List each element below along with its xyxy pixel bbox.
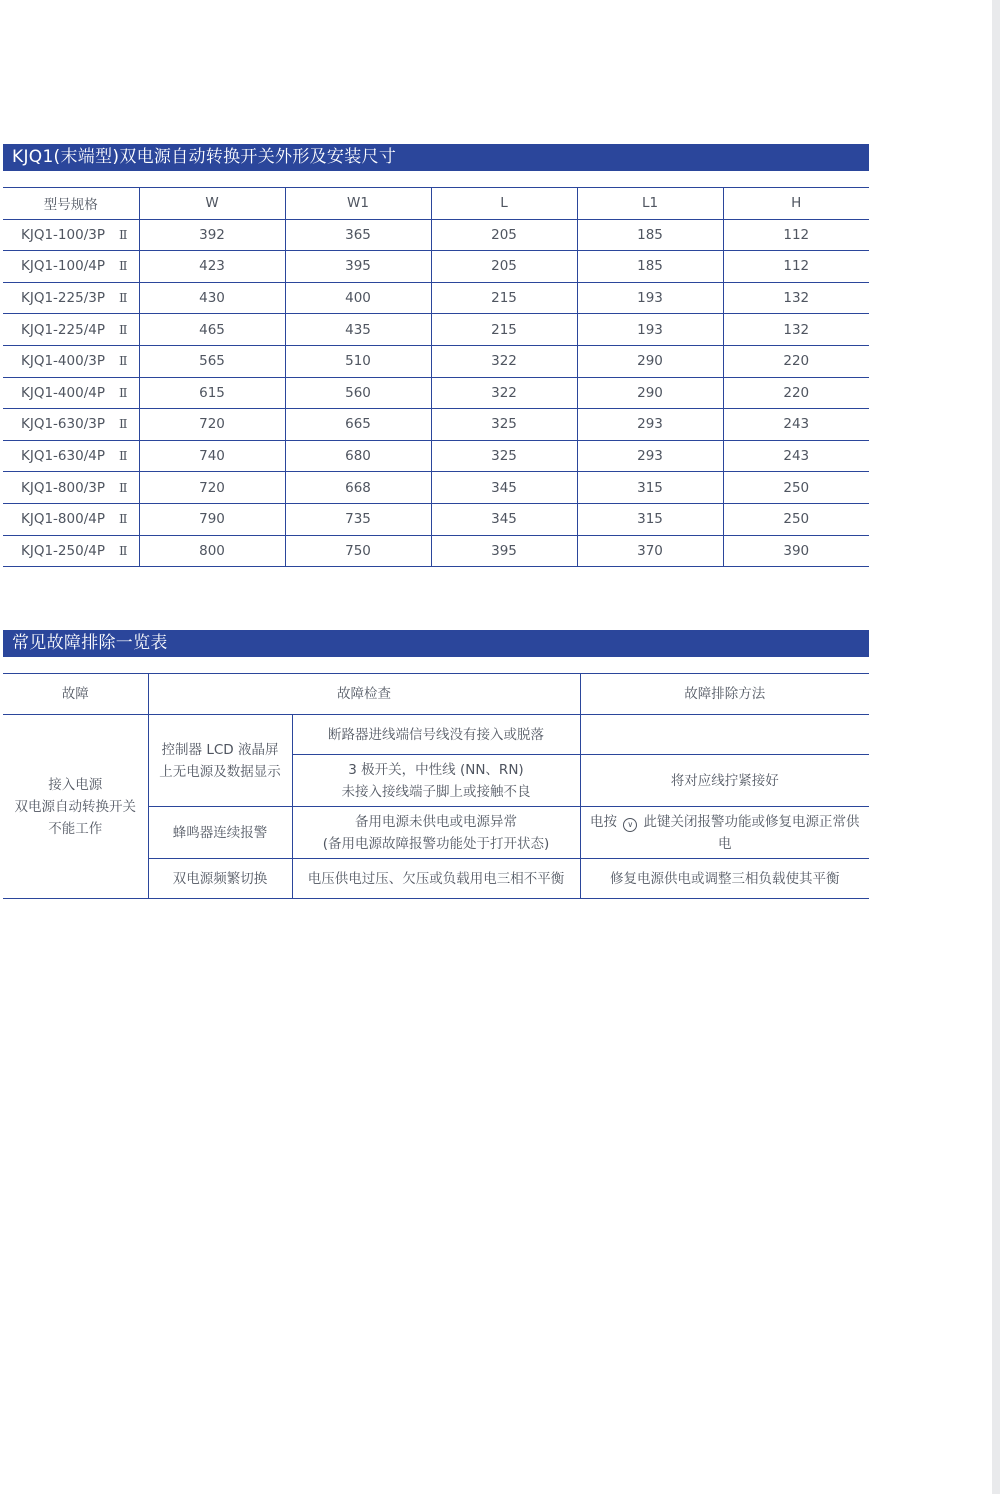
fix-buzzer-prefix: 电按 (589, 813, 617, 830)
value-cell-w: 465 (139, 314, 285, 346)
model-cell (3, 472, 139, 504)
value-cell-h: 220 (723, 345, 869, 377)
value-cell-w: 615 (139, 377, 285, 409)
header-l: L (431, 188, 577, 220)
value-cell-l1: 193 (577, 314, 723, 346)
model-name: KJQ1-225/3P (21, 290, 105, 307)
value-cell-w1: 665 (285, 409, 431, 441)
value-cell-w: 720 (139, 472, 285, 504)
fault-main-cell (3, 715, 148, 899)
value-cell-l1: 370 (577, 535, 723, 567)
value-cell-h: 132 (723, 282, 869, 314)
model-name: KJQ1-225/4P (21, 321, 105, 338)
value-cell-l: 395 (431, 535, 577, 567)
model-cell (3, 440, 139, 472)
model-cell (3, 345, 139, 377)
model-cell (3, 409, 139, 441)
model-name: KJQ1-400/3P (21, 353, 105, 370)
fix-buzzer-line (585, 811, 866, 833)
value-cell-h: 390 (723, 535, 869, 567)
model-cell (3, 251, 139, 283)
model-name: KJQ1-100/3P (21, 226, 105, 243)
value-cell-w: 790 (139, 503, 285, 535)
model-roman-suffix: Ⅱ (118, 353, 128, 369)
check-three-pole-cell (292, 755, 580, 807)
fix-buzzer-suffix: 此键关闭报警功能或修复电源正常供 (643, 813, 860, 830)
value-cell-w1: 680 (285, 440, 431, 472)
table-row (3, 282, 869, 314)
value-cell-w: 740 (139, 440, 285, 472)
lcd-group-line: 上无电源及数据显示 (159, 763, 281, 780)
value-cell-w1: 560 (285, 377, 431, 409)
header-fix: 故障排除方法 (580, 674, 869, 715)
value-cell-h: 243 (723, 409, 869, 441)
value-cell-w1: 510 (285, 345, 431, 377)
value-cell-h: 112 (723, 219, 869, 251)
value-cell-l: 215 (431, 314, 577, 346)
lcd-group-line: 控制器 LCD 液晶屏 (161, 741, 279, 758)
value-cell-h: 243 (723, 440, 869, 472)
faults-section-title: 常见故障排除一览表 (3, 630, 869, 657)
value-cell-w1: 668 (285, 472, 431, 504)
value-cell-l: 322 (431, 377, 577, 409)
value-cell-h: 220 (723, 377, 869, 409)
value-cell-w1: 750 (285, 535, 431, 567)
table-row (3, 377, 869, 409)
value-cell-w1: 735 (285, 503, 431, 535)
fix-tighten-cell: 将对应线拧紧接好 (580, 755, 869, 807)
value-cell-l: 345 (431, 472, 577, 504)
header-fault: 故障 (3, 674, 148, 715)
value-cell-w1: 435 (285, 314, 431, 346)
model-roman-suffix: Ⅱ (118, 542, 128, 558)
fix-buzzer-cell (580, 807, 869, 859)
value-cell-l1: 193 (577, 282, 723, 314)
value-cell-w1: 365 (285, 219, 431, 251)
value-cell-h: 132 (723, 314, 869, 346)
model-name: KJQ1-400/4P (21, 384, 105, 401)
table-row (3, 472, 869, 504)
check-line: (备用电源故障报警功能处于打开状态) (322, 835, 550, 852)
value-cell-l1: 290 (577, 377, 723, 409)
dims-body (3, 219, 869, 567)
faults-header-row (3, 674, 869, 715)
value-cell-w1: 400 (285, 282, 431, 314)
value-cell-l: 205 (431, 219, 577, 251)
header-check: 故障检查 (148, 674, 580, 715)
model-roman-suffix: Ⅱ (118, 290, 128, 306)
dimensions-table (3, 187, 869, 567)
value-cell-w: 430 (139, 282, 285, 314)
page-edge-strip (992, 0, 1000, 1494)
fault-main-line: 不能工作 (48, 820, 103, 837)
fix-buzzer-tail: 电 (718, 835, 732, 852)
bell-icon: ∨ (623, 818, 637, 832)
header-model: 型号规格 (3, 188, 139, 220)
model-cell (3, 503, 139, 535)
model-name: KJQ1-800/4P (21, 511, 105, 528)
check-line: 3 极开关，中性线 (NN、RN) (348, 761, 524, 778)
value-cell-l1: 315 (577, 503, 723, 535)
value-cell-l: 322 (431, 345, 577, 377)
header-w: W (139, 188, 285, 220)
check-backup-cell (292, 807, 580, 859)
model-name: KJQ1-800/3P (21, 479, 105, 496)
model-roman-suffix: Ⅱ (118, 226, 128, 242)
value-cell-h: 112 (723, 251, 869, 283)
model-name: KJQ1-250/4P (21, 542, 105, 559)
value-cell-h: 250 (723, 472, 869, 504)
value-cell-w1: 395 (285, 251, 431, 283)
value-cell-w: 720 (139, 409, 285, 441)
header-w1: W1 (285, 188, 431, 220)
check-line: 备用电源未供电或电源异常 (355, 813, 517, 830)
lcd-group-cell (148, 715, 292, 807)
dims-header-row (3, 188, 869, 220)
value-cell-w: 423 (139, 251, 285, 283)
model-roman-suffix: Ⅱ (118, 511, 128, 527)
model-roman-suffix: Ⅱ (118, 479, 128, 495)
header-l1: L1 (577, 188, 723, 220)
model-name: KJQ1-630/3P (21, 416, 105, 433)
table-row (3, 251, 869, 283)
model-name: KJQ1-100/4P (21, 258, 105, 275)
value-cell-w: 392 (139, 219, 285, 251)
frequent-group-cell: 双电源频繁切换 (148, 859, 292, 899)
table-row (3, 535, 869, 567)
fault-main-line: 接入电源 (48, 776, 103, 793)
model-cell (3, 377, 139, 409)
value-cell-l1: 185 (577, 219, 723, 251)
dims-section-title: KJQ1(末端型)双电源自动转换开关外形及安装尺寸 (3, 144, 869, 171)
model-roman-suffix: Ⅱ (118, 384, 128, 400)
model-cell (3, 282, 139, 314)
model-name: KJQ1-630/4P (21, 448, 105, 465)
value-cell-l1: 293 (577, 440, 723, 472)
troubleshooting-table (3, 673, 869, 899)
value-cell-l: 205 (431, 251, 577, 283)
fix-empty-cell (580, 715, 869, 755)
model-roman-suffix: Ⅱ (118, 321, 128, 337)
check-line: 未接入接线端子脚上或接触不良 (341, 783, 531, 800)
check-voltage-cell: 电压供电过压、欠压或负载用电三相不平衡 (292, 859, 580, 899)
model-cell (3, 219, 139, 251)
table-row (3, 345, 869, 377)
value-cell-h: 250 (723, 503, 869, 535)
fault-main-line: 双电源自动转换开关 (14, 798, 136, 815)
value-cell-l: 325 (431, 409, 577, 441)
model-cell (3, 535, 139, 567)
value-cell-l: 325 (431, 440, 577, 472)
fault-row (3, 715, 869, 755)
table-row (3, 440, 869, 472)
model-roman-suffix: Ⅱ (118, 448, 128, 464)
table-row (3, 314, 869, 346)
value-cell-l1: 315 (577, 472, 723, 504)
value-cell-l: 215 (431, 282, 577, 314)
model-cell (3, 314, 139, 346)
model-roman-suffix: Ⅱ (118, 258, 128, 274)
header-h: H (723, 188, 869, 220)
buzzer-group-cell: 蜂鸣器连续报警 (148, 807, 292, 859)
table-row (3, 409, 869, 441)
value-cell-l: 345 (431, 503, 577, 535)
table-row (3, 503, 869, 535)
table-row (3, 219, 869, 251)
check-breaker-cell: 断路器进线端信号线没有接入或脱落 (292, 715, 580, 755)
model-roman-suffix: Ⅱ (118, 416, 128, 432)
value-cell-l1: 293 (577, 409, 723, 441)
value-cell-w: 565 (139, 345, 285, 377)
value-cell-l1: 290 (577, 345, 723, 377)
fix-voltage-cell: 修复电源供电或调整三相负载使其平衡 (580, 859, 869, 899)
value-cell-w: 800 (139, 535, 285, 567)
value-cell-l1: 185 (577, 251, 723, 283)
